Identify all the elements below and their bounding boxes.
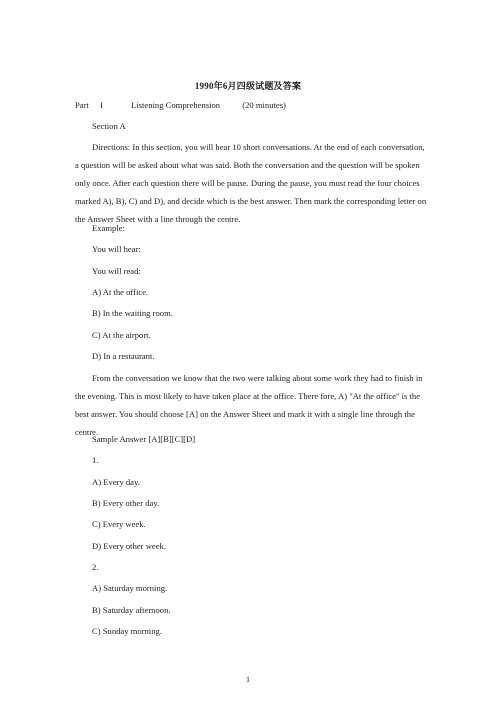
example-choice-c: C) At the airport. <box>92 330 151 340</box>
question-1-choice-d: D) Every other week. <box>92 541 166 551</box>
you-will-hear-label: You will hear: <box>92 244 141 254</box>
question-2-choice-b: B) Saturday afternoon. <box>92 605 171 615</box>
question-1-choice-b: B) Every other day. <box>92 498 160 508</box>
page-number: 1 <box>246 675 250 684</box>
document-title: 1990年6月四级试题及答案 <box>194 81 302 91</box>
section-heading: Section A <box>92 121 126 131</box>
sample-answer: Sample Answer [A][B][C][D] <box>92 434 196 444</box>
question-2-choice-a: A) Saturday morning. <box>92 583 168 593</box>
directions-paragraph: Directions: In this section, you will hear 10 short conversations. At the end of each conversation, a question will be asked about what was said. Both the conversation and the question will be spoken only once. After each question there will be pause. During the pause, you must read the four choices marked A), B), C) and D), and decide which is the best answer. Then mark the corresponding letter on the Answer Sheet with a line through the centre. <box>75 142 427 224</box>
example-choice-d: D) In a restaurant. <box>92 351 155 361</box>
part-label: Part <box>75 100 89 110</box>
part-number: I <box>100 100 103 110</box>
you-will-read-label: You will read: <box>92 266 141 276</box>
example-choice-a: A) At the office. <box>92 287 149 297</box>
question-2-choice-c: C) Sunday morning. <box>92 626 162 636</box>
question-2-number: 2. <box>92 562 99 572</box>
question-1-choice-c: C) Every week. <box>92 519 146 529</box>
part-time: (20 minutes) <box>242 100 286 110</box>
question-1-choice-a: A) Every day. <box>92 477 140 487</box>
question-1-number: 1. <box>92 455 99 465</box>
part-name: Listening Comprehension <box>131 100 221 110</box>
example-choice-b: B) In the waiting room. <box>92 308 173 318</box>
explanation-paragraph: From the conversation we know that the two were talking about some work they had to finish in the evening. This is most likely to have taken place at the office. There fore, A) "At the office" is the best answer. You should choose [A] on the Answer Sheet and mark it with a single line through the centre. <box>75 373 423 437</box>
part-heading <box>75 100 286 111</box>
example-label: Example: <box>92 223 125 233</box>
